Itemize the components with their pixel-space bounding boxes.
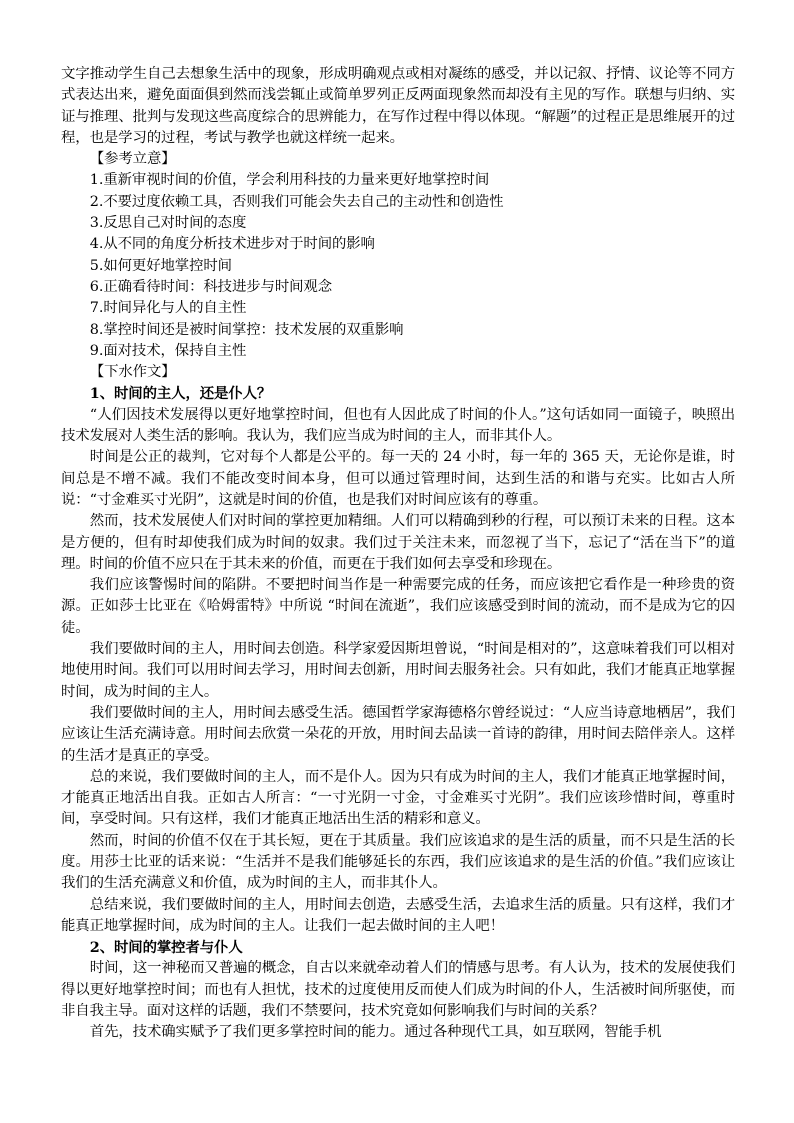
reference-item-1: 1.重新审视时间的价值，学会利用科技的力量来更好地掌控时间 — [89, 172, 490, 189]
essay-2-paragraph: 时间，这一神秘而又普遍的概念，自古以来就牵动着人们的情感与思考。有人认为，技术的发展使我们得以更好地掌控时间；而也有人担忧，技术的过度使用反而使人们成为时间的仆人，生活被时间所驱使，而非自我主导。面对这样的话题，我们不禁要问，技术究竟如何影响我们与时间的关系？ — [61, 960, 735, 1020]
reference-item-8: 8.掌控时间还是被时间掌控：技术发展的双重影响 — [89, 321, 404, 338]
reference-list — [61, 170, 735, 362]
reference-item-7: 7.时间异化与人的自主性 — [89, 300, 247, 317]
reference-section-label: 【参考立意】 — [89, 151, 176, 168]
document-page — [61, 64, 735, 1044]
essay-1-paragraph: 总的来说，我们要做时间的主人，而不是仆人。因为只有成为时间的主人，我们才能真正地掌握时间，才能真正地活出自我。正如古人所言：“一寸光阴一寸金，寸金难买寸光阴”。我们应该珍惜时间，尊重时间，享受时间。只有这样，我们才能真正地活出生活的精彩和意义。 — [61, 768, 735, 828]
essay-1-paragraph: 时间是公正的裁判，它对每个人都是公平的。每一天的 24 小时，每一年的 365 天，无论你是谁，时间总是不增不减。我们不能改变时间本身，但可以通过管理时间，达到生活的和谐与充实。比如古人所说：“寸金难买寸光阴”，这就是时间的价值，也是我们对时间应该有的尊重。 — [61, 449, 735, 508]
intro-paragraph: 文字推动学生自己去想象生活中的现象，形成明确观点或相对凝练的感受，并以记叙、抒情、议论等不同方式表达出来，避免面面俱到然而浅尝辄止或简单罗列正反两面现象然而却没有主见的写作。联想与归纳、实证与推理、批判与发现这些高度综合的思辨能力，在写作过程中得以体现。“解题”的过程正是思维展开的过程，也是学习的过程，考试与教学也就这样统一起来。 — [61, 66, 735, 146]
reference-item-6: 6.正确看待时间：科技进步与时间观念 — [89, 278, 332, 295]
reference-item-5: 5.如何更好地掌控时间 — [89, 257, 232, 274]
essay-1-paragraph: 然而，技术发展使人们对时间的掌控更加精细。人们可以精确到秒的行程，可以预订未来的日程。这本是方便的，但有时却使我们成为时间的奴隶。我们过于关注未来，而忽视了当下，忘记了“活在当下”的道理。时间的价值不应只在于其未来的价值，而更在于我们如何去享受和珍现在。 — [61, 513, 735, 572]
essay-1-paragraph: 我们要做时间的主人，用时间去创造。科学家爱因斯坦曾说，“时间是相对的”，这意味着我们可以相对地使用时间。我们可以用时间去学习，用时间去创新，用时间去服务社会。只有如此，我们才能真正地掌握时间，成为时间的主人。 — [61, 641, 735, 700]
reference-item-3: 3.反思自己对时间的态度 — [89, 215, 247, 232]
essay-1-paragraph: 然而，时间的价值不仅在于其长短，更在于其质量。我们应该追求的是生活的质量，而不只是生活的长度。用莎士比亚的话来说：“生活并不是我们能够延长的东西，我们应该追求的是生活的价值。”我们应该让我们的生活充满意义和价值，成为时间的主人，而非其仆人。 — [61, 832, 735, 892]
essay-1-paragraph: 我们要做时间的主人，用时间去感受生活。德国哲学家海德格尔曾经说过：“人应当诗意地栖居”，我们应该让生活充满诗意。用时间去欣赏一朵花的开放，用时间去品读一首诗的韵律，用时间去陪伴亲人。这样的生活才是真正的享受。 — [61, 704, 735, 764]
essay-2-title: 2、时间的掌控者与仆人 — [89, 939, 243, 957]
essay-1-title: 1、时间的主人，还是仆人？ — [89, 385, 272, 403]
essay-2-paragraph: 首先，技术确实赋予了我们更多掌控时间的能力。通过各种现代工具，如互联网，智能手机 — [89, 1024, 662, 1041]
essay-1-paragraph: 总结来说，我们要做时间的主人，用时间去创造，去感受生活，去追求生活的质量。只有这样，我们才能真正地掌握时间，成为时间的主人。让我们一起去做时间的主人吧！ — [61, 896, 735, 934]
reference-item-4: 4.从不同的角度分析技术进步对于时间的影响 — [89, 236, 375, 253]
essay-1-paragraph: 我们应该警惕时间的陷阱。不要把时间当作是一种需要完成的任务，而应该把它看作是一种珍贵的资源。正如莎士比亚在《哈姆雷特》中所说 “时间在流逝”，我们应该感受到时间的流动，而不是成为它的囚徒。 — [61, 577, 735, 636]
essay-section-label: 【下水作文】 — [89, 364, 176, 381]
reference-item-2: 2.不要过度依赖工具，否则我们可能会失去自己的主动性和创造性 — [89, 193, 504, 210]
essay-1-paragraph: “人们因技术发展得以更好地掌控时间，但也有人因此成了时间的仆人。”这句话如同一面镜子，映照出技术发展对人类生活的影响。我认为，我们应当成为时间的主人，而非其仆人。 — [61, 406, 735, 445]
reference-item-9: 9.面对技术，保持自主性 — [89, 342, 247, 359]
